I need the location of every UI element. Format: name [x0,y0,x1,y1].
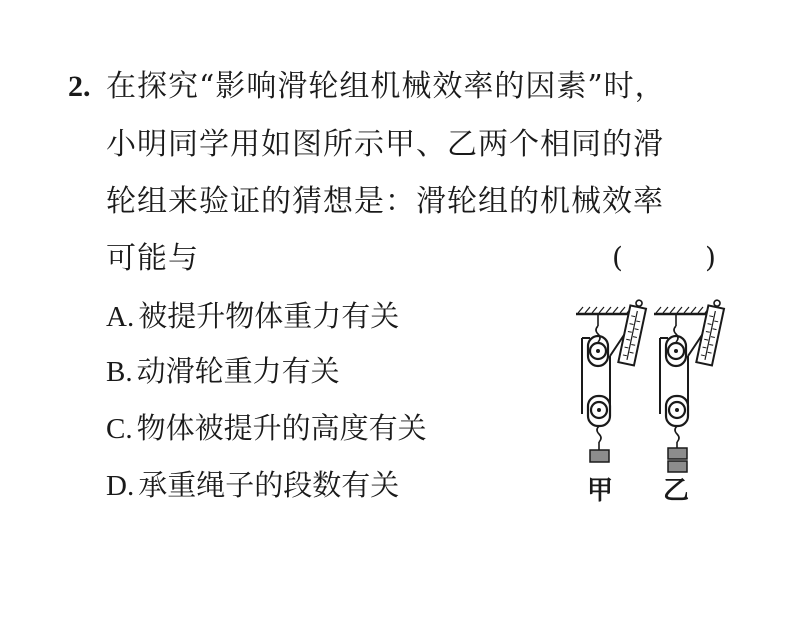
spring-scale-yi [696,299,725,366]
figure-label-yi: 乙 [663,476,690,506]
question-number: 2. [68,70,91,103]
weight-block-jia-1 [590,450,609,462]
answer-paren-close: ) [705,241,716,274]
pulley-setup-yi [654,299,725,472]
spring-scale-jia [618,299,647,366]
ceiling-jia [576,307,636,314]
ceiling-yi [654,307,714,314]
weight-block-yi-2 [668,461,687,472]
question-stem-line-2: 小明同学用如图所示甲、乙两个相同的滑 [106,127,664,162]
question-stem-line-1: 在探究“影响滑轮组机械效率的因素”时， [106,69,666,104]
pulley-setup-jia [576,299,647,462]
option-b-letter: B. [106,356,133,388]
option-c-text: 物体被提升的高度有关 [136,411,427,445]
option-b-text: 动滑轮重力有关 [136,354,340,388]
option-c[interactable] [106,411,427,445]
option-a-text: 被提升物体重力有关 [138,299,400,333]
figure-label-jia: 甲 [587,476,614,506]
answer-paren-open: ( [612,241,623,274]
option-a-letter: A. [106,301,135,333]
option-d[interactable] [106,468,400,502]
weight-block-yi-1 [668,448,687,459]
option-c-letter: C. [106,413,133,445]
question-stem-line-3: 轮组来验证的猜想是：滑轮组的机械效率 [106,184,664,219]
question-stem-line-4: 可能与 [106,241,199,276]
option-a[interactable] [106,299,400,333]
option-d-letter: D. [106,470,135,502]
option-d-text: 承重绳子的段数有关 [138,468,400,502]
option-b[interactable] [106,354,340,388]
